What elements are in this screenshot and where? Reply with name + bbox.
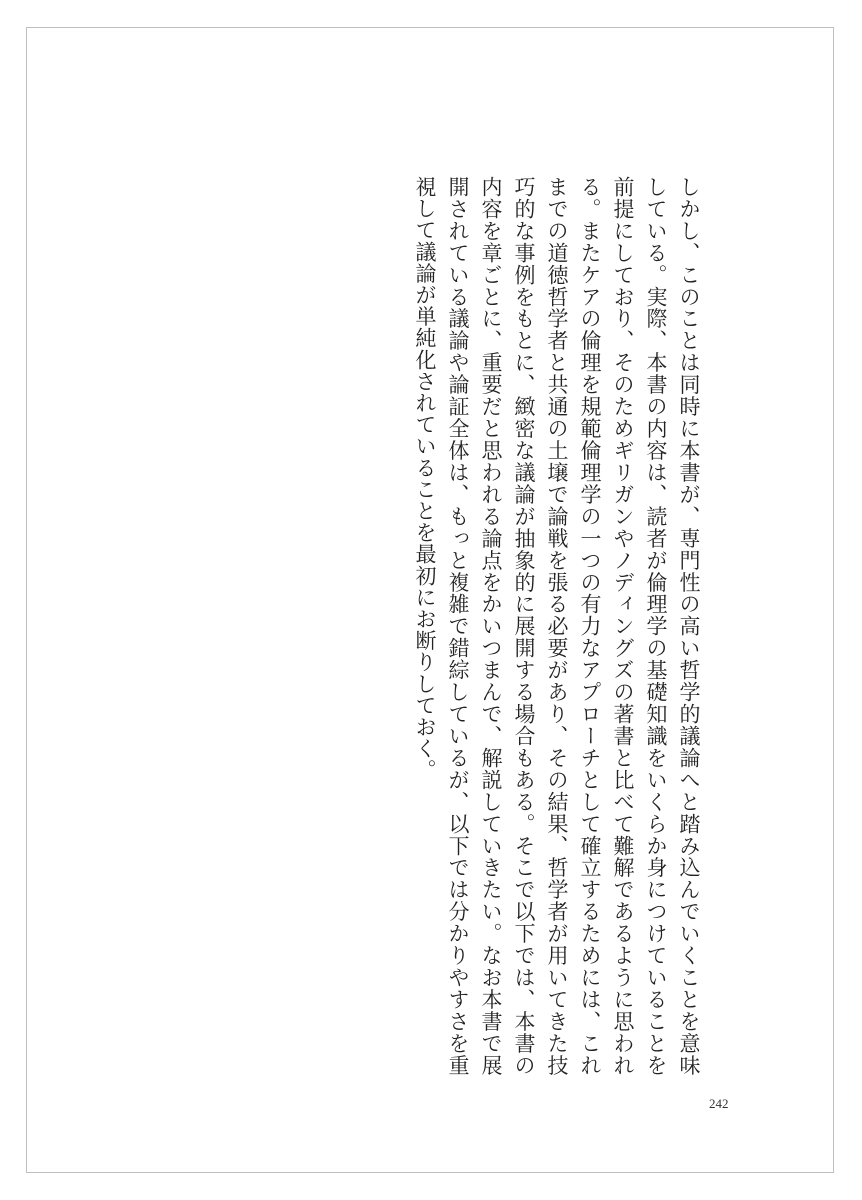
page-frame bbox=[26, 27, 834, 1173]
body-paragraph: しかし、このことは同時に本書が、専門性の高い哲学的議論へと踏み込んでいくことを意味している。実際、本書の内容は、読者が倫理学の基礎知識をいくらか身につけていることを前提にしており、そのためギリガンやノディングズの著書と比べて難解であるように思われる。またケアの倫理を規範倫理学の一つの有力なアプローチとして確立するためには、これまでの道徳哲学者と共通の土壌で論戦を張る必要があり、その結果、哲学者が用いてきた技巧的な事例をもとに、緻密な議論が抽象的に展開する場合もある。そこで以下では、本書の内容を章ごとに、重要だと思われる論点をかいつまんで、解説していきたい。なお本書で展開されている議論や論証全体は、もっと複雑で錯綜しているが、以下では分かりやすさを重視して議論が単純化されていることを最初にお断りしておく。 bbox=[413, 176, 701, 1076]
page-number: 242 bbox=[709, 1096, 729, 1111]
